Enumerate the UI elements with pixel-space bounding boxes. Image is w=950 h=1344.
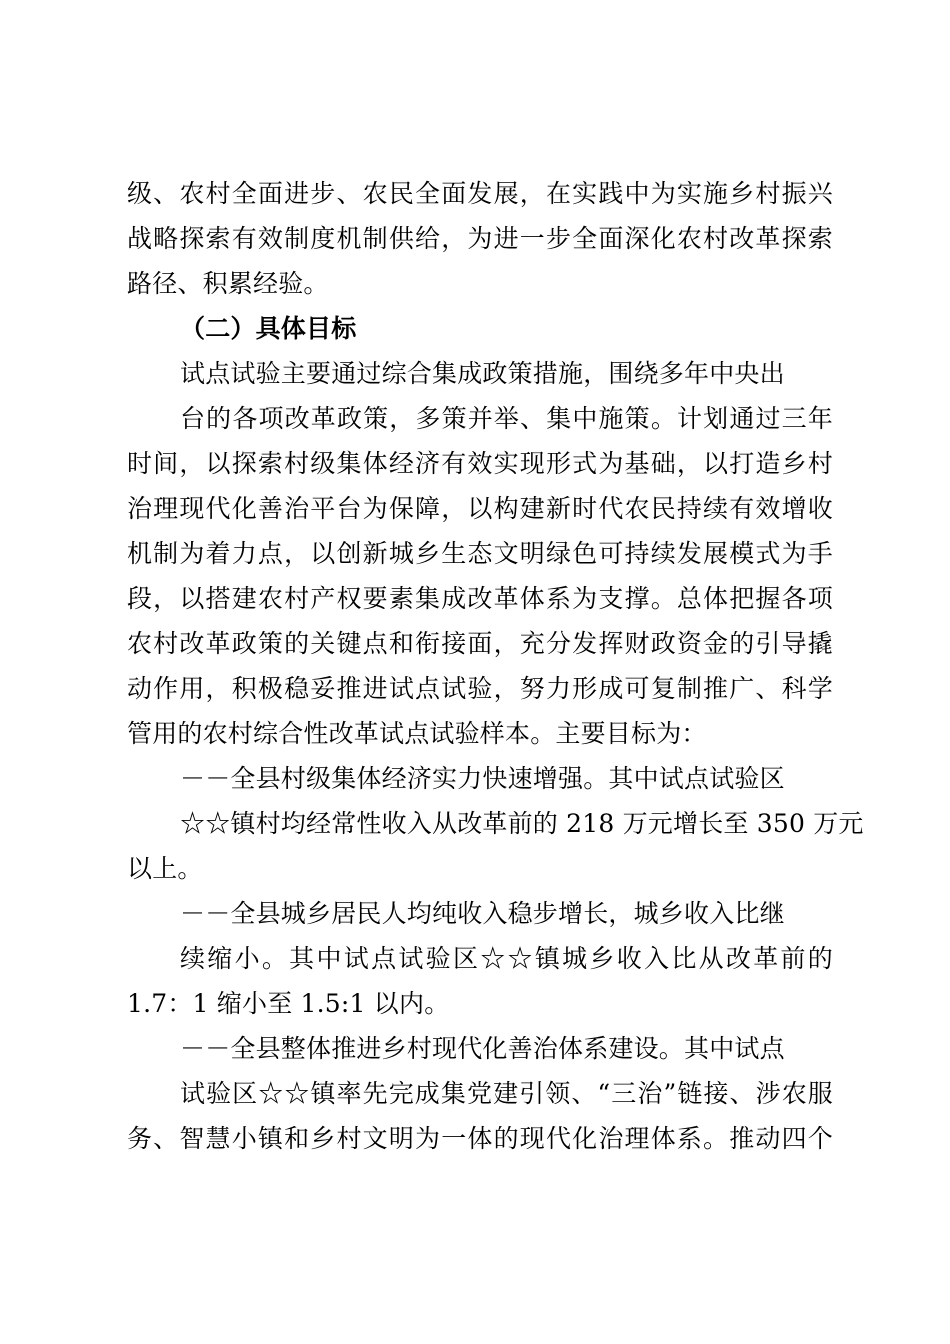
goal-line-7: －－全县整体推进乡村现代化善治体系建设。其中试点: [180, 1034, 785, 1063]
goal-line-2: ☆☆镇村均经常性收入从改革前的 218 万元增长至 350 万元: [180, 809, 864, 838]
body-line-11: 农村改革政策的关键点和衔接面，充分发挥财政资金的引导撬: [127, 629, 833, 658]
body-line-5: 试点试验主要通过综合集成政策措施，围绕多年中央出: [180, 359, 785, 388]
body-line-10: 段，以搭建农村产权要素集成改革体系为支撑。总体把握各项: [127, 584, 833, 613]
body-line-3: 路径、积累经验。: [127, 269, 329, 298]
goal-line-6: 1.7：1 缩小至 1.5:1 以内。: [127, 989, 450, 1018]
body-line-12: 动作用，积极稳妥推进试点试验，努力形成可复制推广、科学: [127, 674, 833, 703]
body-line-7: 时间，以探索村级集体经济有效实现形式为基础，以打造乡村: [127, 449, 833, 478]
body-line-13: 管用的农村综合性改革试点试验样本。主要目标为：: [127, 719, 707, 748]
section-heading: （二）具体目标: [180, 314, 357, 343]
body-line-6: 台的各项改革政策，多策并举、集中施策。计划通过三年: [180, 404, 833, 433]
goal-line-5: 续缩小。其中试点试验区☆☆镇城乡收入比从改革前的: [180, 944, 833, 973]
body-line-8: 治理现代化善治平台为保障，以构建新时代农民持续有效增收: [127, 494, 833, 523]
body-line-9: 机制为着力点，以创新城乡生态文明绿色可持续发展模式为手: [127, 539, 833, 568]
body-line-1: 级、农村全面进步、农民全面发展，在实践中为实施乡村振兴: [127, 179, 833, 208]
goal-line-3: 以上。: [127, 854, 203, 883]
body-line-2: 战略探索有效制度机制供给，为进一步全面深化农村改革探索: [127, 224, 833, 253]
goal-line-8: 试验区☆☆镇率先完成集党建引领、“三治”链接、涉农服: [180, 1079, 833, 1108]
goal-line-1: －－全县村级集体经济实力快速增强。其中试点试验区: [180, 764, 785, 793]
goal-line-9: 务、智慧小镇和乡村文明为一体的现代化治理体系。推动四个: [127, 1124, 833, 1153]
goal-line-4: －－全县城乡居民人均纯收入稳步增长，城乡收入比继: [180, 899, 785, 928]
